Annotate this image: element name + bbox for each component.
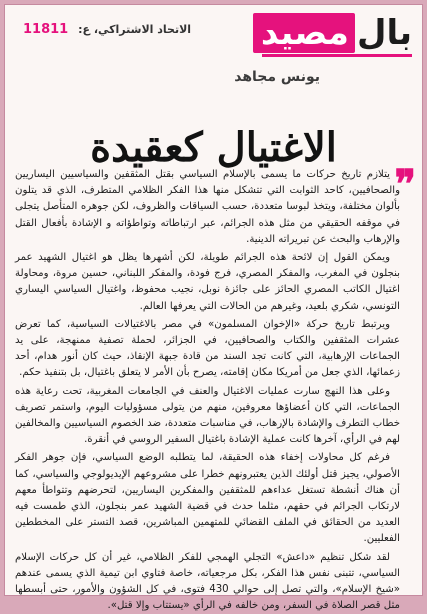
newspaper-clipping: [4, 4, 423, 612]
author-name: يونس مجاهد: [234, 69, 320, 85]
logo-text-highlight: مصيد: [253, 13, 355, 53]
article-paragraph-3: ويرتبط تاريخ حركة «الإخوان المسلمون» في مصر بالاغتيالات السياسية، كما تعرض عشرات المثقفين والكتاب والصحافيين، في الجزائر، لحملة تصفية ممنهجة، على يد الجماعات الإرهابية، التي كانت تجد السند من قادة جبهة الإنقاذ، حيث كان أنور هدام، أحد زعمائها، الذي جعل من أمريكا مكان إقامته، يصرح بأن الأمر لا يتعلق باغتيال، بل بتنفيذ حكم.: [15, 318, 400, 379]
column-logo: [253, 13, 412, 53]
newspaper-name: الاتحاد الاشتراكي، ع:: [78, 23, 192, 36]
article-paragraph-6: لقد شكل تنظيم «داعش» التجلي الهمجي للفكر الظلامي، غير أن كل حركات الإسلام السياسي، تتبنى نفس هذا الفكر، بكل مرجعياته، خاصة فتاوي ابن تيمية الذي يسمى عندهم «شيخ الإسلام»، والتي تصل إلى حوالي 430 فتوى، في كل الشؤون والأمور، حتى أبسطها مثل قصر الصلاة في السفر، ومن خالفه في الرأي «يستتاب وإلا قتل».: [15, 551, 400, 612]
article-headline: الاغتيال كعقيدة: [90, 123, 337, 171]
article-paragraph-4: وعلى هذا النهج سارت عمليات الاغتيال والعنف في الجامعات المغربية، تحت رعاية هذه الجماعات، التي كان أعضاؤها معروفين، منهم من يتولى مسؤوليات اليوم، واستمر تصريف خطاب التطرف والإشادة بالإرهاب، في مناسبات متعددة، ضد الخصوم السياسيين والمخالفين لهم في الرأي، آخرها كانت عملية الإشادة باغتيال السفير الروسي في أنقرة.: [15, 385, 400, 446]
article-paragraph-2: ويمكن القول إن لائحة هذه الجرائم طويلة، لكن أشهرها يظل هو اغتيال الشهيد عمر بنجلون في المغرب، والمفكر المصري، فرج فودة، والمفكر اللبناني، حسين مروة، ومحاولة اغتيال الكاتب المصري الحائز على جائزة نوبل، نجيب محفوظ، واغتيال السياسي اليساري التونسي، شكري بلعيد، وغيرهم من الحالات التي يعرفها العالم.: [15, 252, 400, 312]
opening-quote-mark: ❞: [394, 161, 416, 208]
logo-underline: [262, 54, 412, 57]
logo-text-dark: بال: [356, 13, 412, 53]
article-paragraph-1: يتلازم تاريخ حركات ما يسمى بالإسلام السياسي بقتل المثقفين والسياسيين اليساريين والصحافيين، كاحد الثوابت التي تتشكل منها هذا الفكر الظلامي المتطرف، الذي قد يتلون بألوان مختلفة، ويتخذ لبوسا متعددة، حسب السياقات والظروف، لكن جوهره المتأصل يتجلى في موقفه الحقيقي من مثل هذه الجرائم، عبر ارتباطاته وتواطؤاته و الإشادة بأفعال القتل والإرهاب والبحث عن تبريراته الدينية.: [15, 169, 400, 245]
newspaper-source: [23, 22, 191, 37]
article-body: [15, 167, 400, 612]
article-paragraph-5: فرغم كل محاولات إخفاء هذه الحقيقة، لما يتطلبه الوضع السياسي، فإن جوهر الفكر الأصولي، يجيز قتل أولئك الذين يعتبرونهم خطرا على مشروعهم الإيديولوجي والسياسي، كما أن هناك أنشطة تستغل عداءهم للمثقفين والمفكرين اليساريين، لتحرضهم وتتواطأ معهم لارتكاب الجرائم في حقهم، مثلما حدث في قضية الشهيد عمر بنجلون، الذي طمست فيه العديد من الحقائق في الملف القضائي للمتهمين المباشرين، قصد التستر على المخططين الفعليين.: [15, 452, 400, 545]
issue-number: 11811: [23, 22, 69, 37]
clipping-header: [5, 5, 422, 100]
